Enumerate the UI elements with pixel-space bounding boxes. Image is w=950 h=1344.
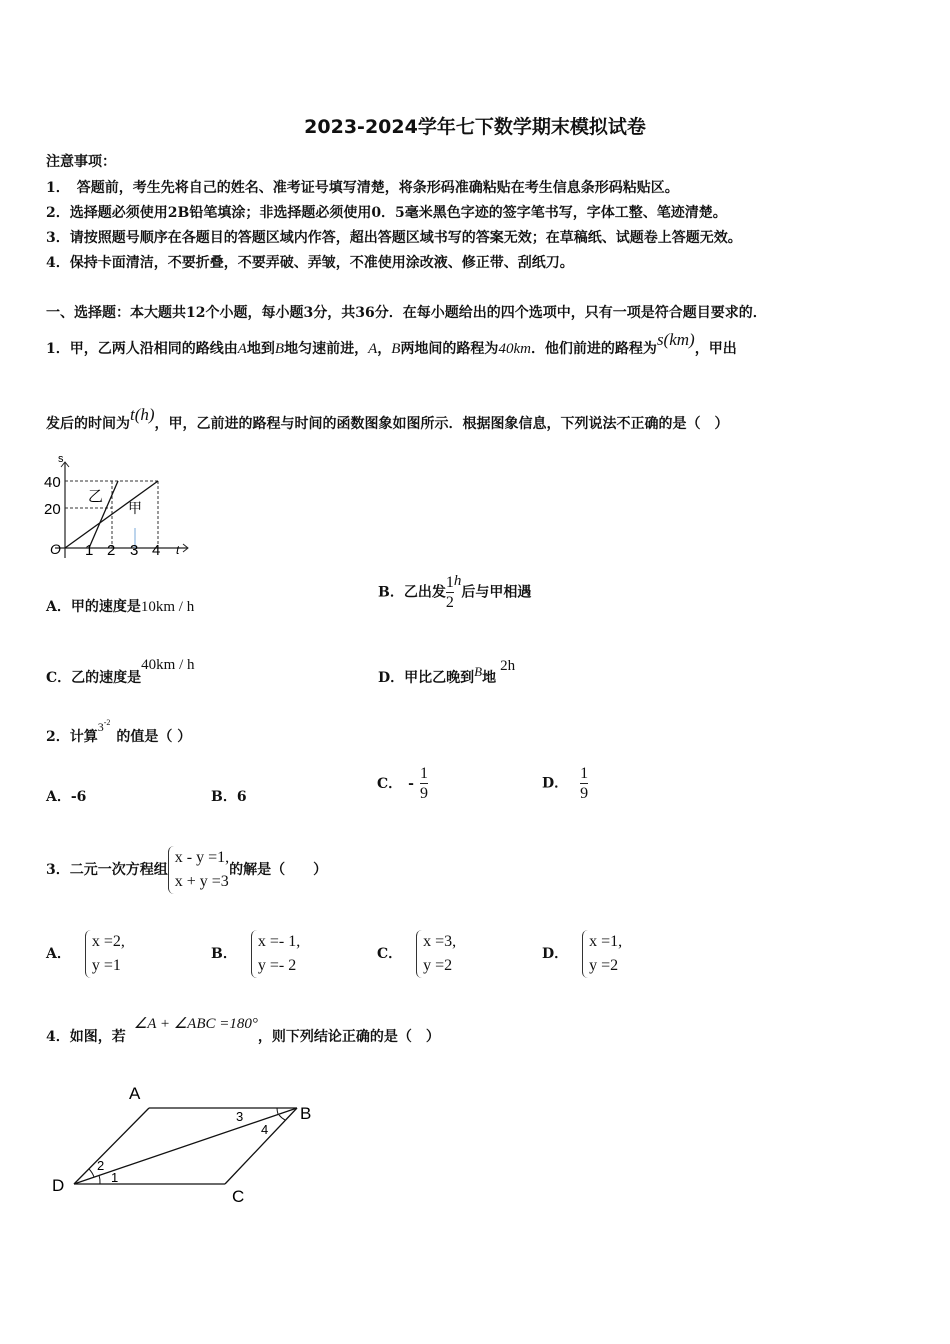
option-label: B． <box>211 946 237 962</box>
angle-4-label: 4 <box>261 1122 269 1137</box>
x-tick-3: 3 <box>130 542 139 559</box>
angle-1-label: 1 <box>111 1170 119 1185</box>
denominator: 2 <box>445 594 454 611</box>
label-jia: 甲 <box>128 500 142 516</box>
x-tick-4: 4 <box>152 542 161 559</box>
q1-text: ，甲出 <box>694 341 737 357</box>
q1-point-b2: B <box>391 341 401 357</box>
equation: x =1, <box>589 933 623 950</box>
equation: y =1 <box>91 957 121 974</box>
option-label: D． <box>542 775 569 792</box>
vertex-b: B <box>300 1104 312 1123</box>
option-label: A． <box>46 946 71 962</box>
fraction <box>446 573 454 612</box>
q4-figure <box>45 1075 325 1210</box>
vertex-a: A <box>129 1084 141 1103</box>
q1-line1 <box>46 330 737 358</box>
t-axis-label: t <box>176 543 180 557</box>
q2-option-c <box>377 764 428 803</box>
equation: x =- 1, <box>257 933 301 950</box>
angle-1-arc <box>99 1175 100 1184</box>
notice-heading: 注意事项： <box>46 154 116 170</box>
angle-3-label: 3 <box>236 1109 244 1124</box>
label-yi: 乙 <box>88 488 104 505</box>
option-label: C． <box>377 775 403 792</box>
notice-item-1: 1． 答题前，考生先将自己的姓名、准考证号填写清楚，将条形码准确粘贴在考生信息条形码粘贴区。 <box>46 180 679 196</box>
solution <box>416 930 456 978</box>
q1-s-var: s(km) <box>656 330 695 349</box>
q3-option-a <box>46 930 125 978</box>
q3-option-d <box>542 930 622 978</box>
q1-text: 地到 <box>246 341 275 357</box>
q3-text: 3．二元一次方程组 <box>46 862 168 878</box>
q2-text: 的值是（ ） <box>116 729 192 745</box>
notice-item-4: 4．保持卡面清洁，不要折叠，不要弄破、弄皱，不准使用涂改液、修正带、刮纸刀。 <box>46 255 574 271</box>
option-text: 地 <box>482 670 497 686</box>
diagonal-db <box>74 1108 297 1184</box>
equation: x + y =3 <box>174 873 229 890</box>
option-label: A． <box>46 789 71 805</box>
angle-2-arc <box>89 1169 94 1177</box>
s-axis-label: s <box>58 453 64 465</box>
fraction <box>580 764 588 803</box>
option-value: 40km / h <box>141 657 195 673</box>
q1-distance: 40km <box>498 341 531 357</box>
equation: y =2 <box>589 957 619 974</box>
equation: y =2 <box>423 957 453 974</box>
q2-option-d <box>542 764 588 803</box>
q1-text: 地匀速前进， <box>284 341 369 357</box>
q1-option-c <box>46 657 195 687</box>
q2-text: 2．计算 <box>46 729 98 745</box>
q4-condition: ∠A + ∠ABC =180° <box>133 1016 258 1032</box>
q1-text: 两地间的路程为 <box>400 341 499 357</box>
solution <box>582 930 622 978</box>
option-label: C． <box>377 946 403 962</box>
option-label: A．甲的速度是 <box>46 599 141 615</box>
x-tick-2: 2 <box>107 542 116 559</box>
minus-sign: - <box>408 775 414 792</box>
option-value: 10km / h <box>140 599 195 615</box>
q1-text: 1．甲，乙两人沿相同的路线由 <box>46 341 238 357</box>
numerator: 1 <box>580 765 589 782</box>
q2-option-b <box>211 786 247 806</box>
angle-2-label: 2 <box>97 1158 105 1173</box>
q1-text: ，甲，乙前进的路程与时间的函数图象如图所示．根据图象信息，下列说法不正确的是（ ） <box>154 416 729 432</box>
angle-4-arc <box>279 1115 285 1120</box>
unit: h <box>453 572 462 589</box>
q1-point-a2: A <box>368 341 378 357</box>
denominator: 9 <box>580 785 589 802</box>
x-tick-1: 1 <box>85 542 94 559</box>
notice-item-2: 2．选择题必须使用2B铅笔填涂；非选择题必须使用0．5毫米黑色字迹的签字笔书写，字体工整、笔迹清楚。 <box>46 205 727 221</box>
q3-stem <box>46 846 327 894</box>
origin-label: O <box>50 541 61 557</box>
q1-text: 发后的时间为 <box>46 416 130 432</box>
q1-text: ， <box>377 341 392 357</box>
solution <box>85 930 125 978</box>
q4-text: ，则下列结论正确的是（ ） <box>257 1029 440 1045</box>
angle-3-arc <box>277 1108 278 1114</box>
q1-line2 <box>46 405 729 433</box>
q1-point-a: A <box>237 341 247 357</box>
q2-stem <box>46 718 192 746</box>
option-label: D．甲比乙晚到 <box>378 670 475 686</box>
y-tick-20: 20 <box>44 501 61 518</box>
q1-t-var: t(h) <box>130 405 155 424</box>
vertex-d: D <box>52 1176 65 1195</box>
q1-point-b: B <box>274 341 285 357</box>
q3-option-c <box>377 930 456 978</box>
option-label: C．乙的速度是 <box>46 670 142 686</box>
option-label: B． <box>211 789 237 805</box>
equation: x =2, <box>91 933 125 950</box>
q4-stem <box>46 1016 440 1046</box>
q1-option-b <box>378 573 531 612</box>
q1-graph <box>40 450 200 565</box>
numerator: 1 <box>419 765 428 782</box>
q3-option-b <box>211 930 300 978</box>
solution <box>251 930 300 978</box>
section-heading: 一、选择题：本大题共12个小题，每小题3分，共36分．在每小题给出的四个选项中，只有一项是符合题目要求的． <box>46 305 767 321</box>
vertex-c: C <box>232 1187 245 1206</box>
option-label: B．乙出发 <box>378 584 446 601</box>
equation: y =- 2 <box>257 957 297 974</box>
q1-text: ．他们前进的路程为 <box>530 341 657 357</box>
option-value: 2h <box>500 658 516 674</box>
q1-option-d <box>378 658 516 687</box>
q1-option-a <box>46 596 194 616</box>
denominator: 9 <box>419 785 428 802</box>
fraction <box>420 764 428 803</box>
q3-text: 的解是（ ） <box>229 862 328 878</box>
option-value: -6 <box>70 789 87 805</box>
page-title: 2023-2024学年七下数学期末模拟试卷 <box>304 116 646 138</box>
q3-equation-system <box>168 846 229 894</box>
numerator: 1 <box>445 574 454 591</box>
option-value: 6 <box>236 789 247 805</box>
equation: x - y =1, <box>174 849 230 866</box>
notice-item-3: 3．请按照题号顺序在各题目的答题区域内作答，超出答题区域书写的答案无效；在草稿纸、试题卷上答题无效。 <box>46 230 742 246</box>
option-label: D． <box>542 946 569 962</box>
option-text: 后与甲相遇 <box>461 584 532 601</box>
equation: x =3, <box>423 933 457 950</box>
q2-exponent: -2 <box>103 718 111 727</box>
y-tick-40: 40 <box>44 474 61 491</box>
point-b: B <box>474 664 483 679</box>
q4-text: 4．如图，若 <box>46 1029 126 1045</box>
q2-base: 3 <box>97 720 104 734</box>
q2-option-a <box>46 786 86 806</box>
